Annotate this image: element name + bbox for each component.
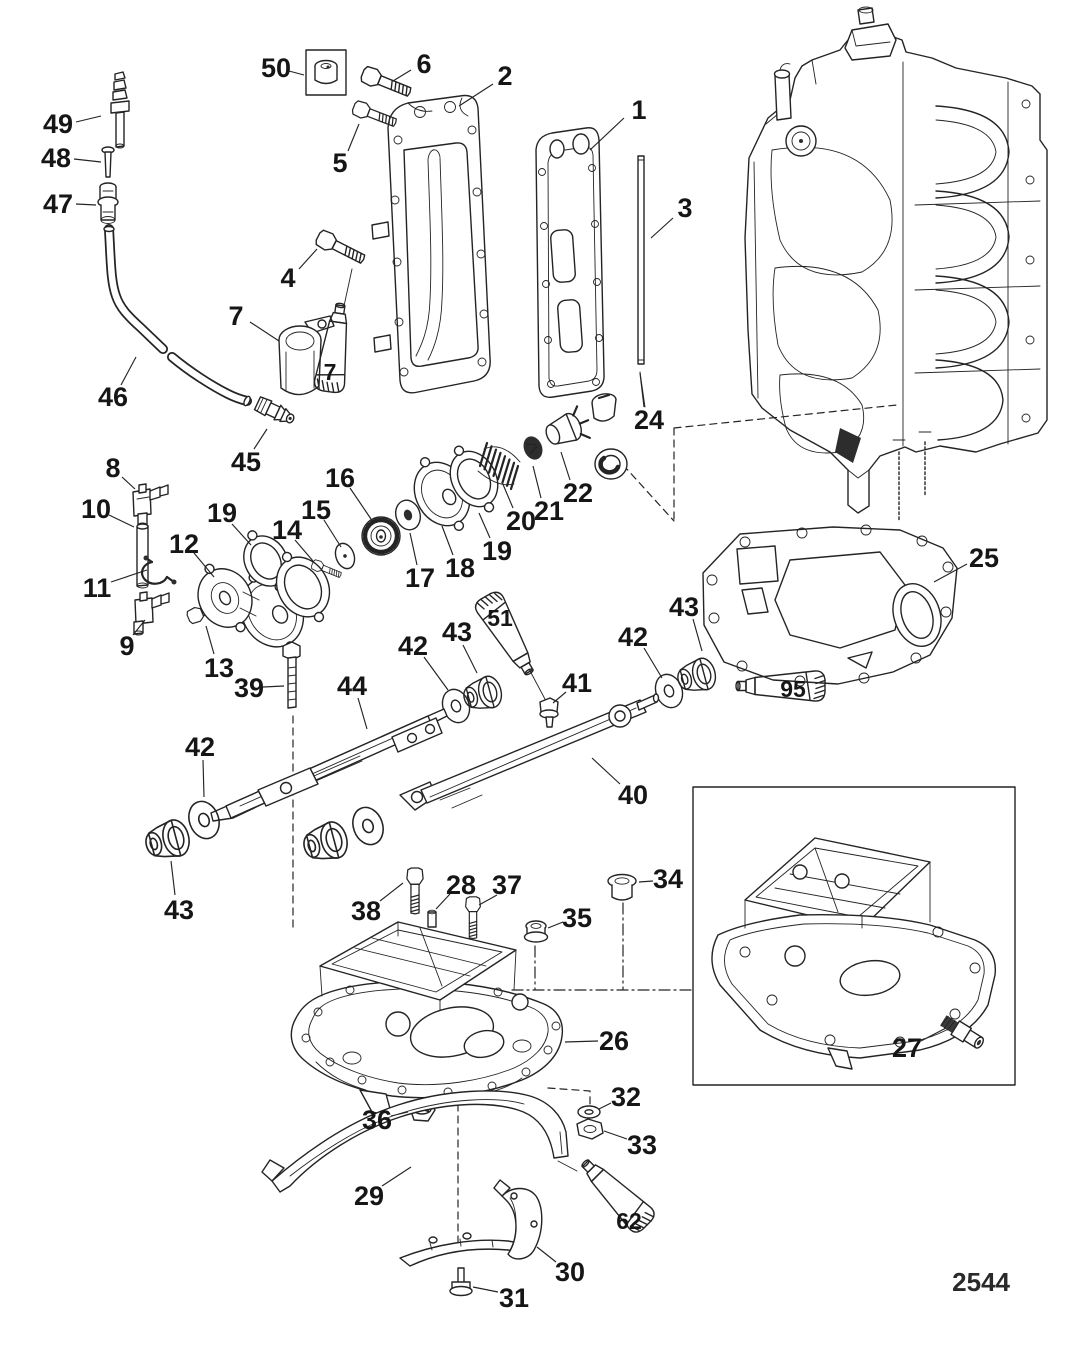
callout-14: 14 xyxy=(271,515,303,545)
fitting-8 xyxy=(133,484,168,527)
callout-62: 62 xyxy=(616,1208,642,1234)
leader-line-42 xyxy=(644,648,662,678)
leader-line-18 xyxy=(442,526,453,555)
leader-line-50 xyxy=(289,71,304,75)
leader-line-42 xyxy=(424,657,448,690)
leader-line-4 xyxy=(299,249,317,269)
callout-12: 12 xyxy=(168,529,200,559)
callout-10: 10 xyxy=(80,494,112,524)
leader-line-22 xyxy=(561,452,570,480)
leader-line-5 xyxy=(348,124,359,151)
plug-35 xyxy=(525,921,548,942)
leader-line-43 xyxy=(171,861,175,895)
bolt-4 xyxy=(314,228,368,267)
callout-49: 49 xyxy=(42,109,74,139)
callout-46: 46 xyxy=(97,382,129,412)
callout-38: 38 xyxy=(350,896,382,926)
leader-line-8 xyxy=(122,477,135,489)
leader-line-40 xyxy=(592,758,620,784)
fitting-49 xyxy=(111,72,129,148)
bushing-50-boxed xyxy=(306,50,346,95)
sealant-tube-51 xyxy=(472,589,543,681)
mount-43-center xyxy=(300,819,351,866)
leader-line-6 xyxy=(393,70,411,81)
leader-line-44 xyxy=(358,698,367,729)
leader-line-26 xyxy=(565,1041,598,1042)
callout-43: 43 xyxy=(163,895,195,925)
leader-line-32 xyxy=(599,1103,611,1109)
leader-line-43 xyxy=(693,619,702,651)
exhaust-divider-plate xyxy=(372,96,490,393)
leader-line-42 xyxy=(203,760,204,797)
callout-28: 28 xyxy=(445,870,477,900)
callout-24: 24 xyxy=(633,405,665,435)
leader-line-29 xyxy=(382,1167,411,1186)
callout-5: 5 xyxy=(332,148,348,178)
inset-detail-box xyxy=(693,787,1015,1085)
callout-42: 42 xyxy=(184,732,216,762)
callout-33: 33 xyxy=(626,1130,658,1160)
rod xyxy=(638,156,645,407)
pin-28 xyxy=(428,910,436,927)
leader-line-17 xyxy=(410,533,417,565)
callout-7: 7 xyxy=(323,359,337,385)
callout-3: 3 xyxy=(677,193,693,223)
callout-4: 4 xyxy=(280,263,296,293)
callout-13: 13 xyxy=(203,653,235,683)
bolt-6 xyxy=(359,65,413,101)
callout-29: 29 xyxy=(353,1181,385,1211)
callout-34: 34 xyxy=(652,864,684,894)
thermostat-cluster xyxy=(184,392,627,664)
callout-11: 11 xyxy=(82,573,112,603)
callout-40: 40 xyxy=(617,780,649,810)
leader-line-35 xyxy=(548,922,563,928)
connector-47 xyxy=(98,183,118,224)
seal-30 xyxy=(400,1180,542,1266)
callout-45: 45 xyxy=(230,447,262,477)
fitting-45 xyxy=(254,396,297,427)
callout-48: 48 xyxy=(40,143,72,173)
exhaust-plate-gasket xyxy=(536,128,604,398)
callout-15: 15 xyxy=(300,495,332,525)
leader-line-21 xyxy=(533,466,541,498)
callout-41: 41 xyxy=(561,668,593,698)
mount-43-left xyxy=(142,817,193,864)
adapter-plate-26 xyxy=(291,922,562,1116)
washer-32 xyxy=(578,1106,600,1118)
callout-31: 31 xyxy=(498,1283,530,1313)
callout-1: 1 xyxy=(631,95,647,125)
bolt-41 xyxy=(540,698,558,727)
leader-line-10 xyxy=(109,515,134,527)
nut-33 xyxy=(577,1119,603,1139)
callout-95: 95 xyxy=(780,676,806,702)
callout-42: 42 xyxy=(617,622,649,652)
callout-51: 51 xyxy=(487,605,513,631)
mount-43-right xyxy=(674,656,719,697)
callout-47: 47 xyxy=(42,189,74,219)
leader-line-19 xyxy=(479,513,490,538)
callout-16: 16 xyxy=(324,463,356,493)
leader-line-13 xyxy=(206,626,214,654)
callout-25: 25 xyxy=(968,543,1000,573)
bolt-37 xyxy=(466,897,481,939)
leader-line-30 xyxy=(537,1247,556,1262)
leader-line-24 xyxy=(640,373,644,407)
leader-line-46 xyxy=(121,357,136,385)
leader-line-38 xyxy=(380,883,403,901)
pin-48 xyxy=(102,147,114,177)
callout-30: 30 xyxy=(554,1257,586,1287)
callout-43: 43 xyxy=(441,617,473,647)
bushing-34 xyxy=(608,875,636,901)
callout-43: 43 xyxy=(668,592,700,622)
drawing-number: 2544 xyxy=(952,1267,1010,1297)
leader-line-43 xyxy=(463,645,477,673)
callout-18: 18 xyxy=(444,553,476,583)
callout-44: 44 xyxy=(336,671,368,701)
callout-32: 32 xyxy=(610,1082,642,1112)
callout-27: 27 xyxy=(891,1033,923,1063)
callout-22: 22 xyxy=(562,478,594,508)
leader-line-45 xyxy=(254,429,267,449)
callout-2: 2 xyxy=(497,61,513,91)
callout-6: 6 xyxy=(416,49,432,79)
leader-line-34 xyxy=(639,881,653,882)
callout-50: 50 xyxy=(260,53,292,83)
bolt-39 xyxy=(283,642,300,708)
cylinder-block-drawing xyxy=(745,7,1047,520)
callout-37: 37 xyxy=(491,870,523,900)
callout-21: 21 xyxy=(533,496,565,526)
callout-9: 9 xyxy=(119,631,135,661)
leader-line-48 xyxy=(74,159,101,162)
callout-26: 26 xyxy=(598,1026,630,1056)
callout-42: 42 xyxy=(397,631,429,661)
callout-36: 36 xyxy=(361,1105,393,1135)
leader-line-3 xyxy=(651,218,673,238)
leader-line-31 xyxy=(473,1287,498,1292)
callout-19: 19 xyxy=(206,498,238,528)
mount-43-upper xyxy=(460,674,505,715)
powerhead-gasket-25 xyxy=(703,525,957,686)
callout-39: 39 xyxy=(233,673,265,703)
leader-line-7 xyxy=(250,322,279,341)
callout-7: 7 xyxy=(228,301,244,331)
callout-35: 35 xyxy=(561,903,593,933)
seal-29 xyxy=(262,1091,568,1192)
leader-line-33 xyxy=(604,1131,627,1139)
leader-line-49 xyxy=(76,116,101,122)
leader-line-47 xyxy=(76,204,96,205)
leader-line-39 xyxy=(263,686,284,687)
bolt-31 xyxy=(450,1268,472,1296)
callout-20: 20 xyxy=(505,506,537,536)
callout-8: 8 xyxy=(105,453,121,483)
callout-17: 17 xyxy=(404,563,436,593)
bolt-38 xyxy=(407,868,423,914)
washer-42-center xyxy=(348,803,388,849)
callout-19: 19 xyxy=(481,536,513,566)
fitting-9 xyxy=(134,592,169,635)
